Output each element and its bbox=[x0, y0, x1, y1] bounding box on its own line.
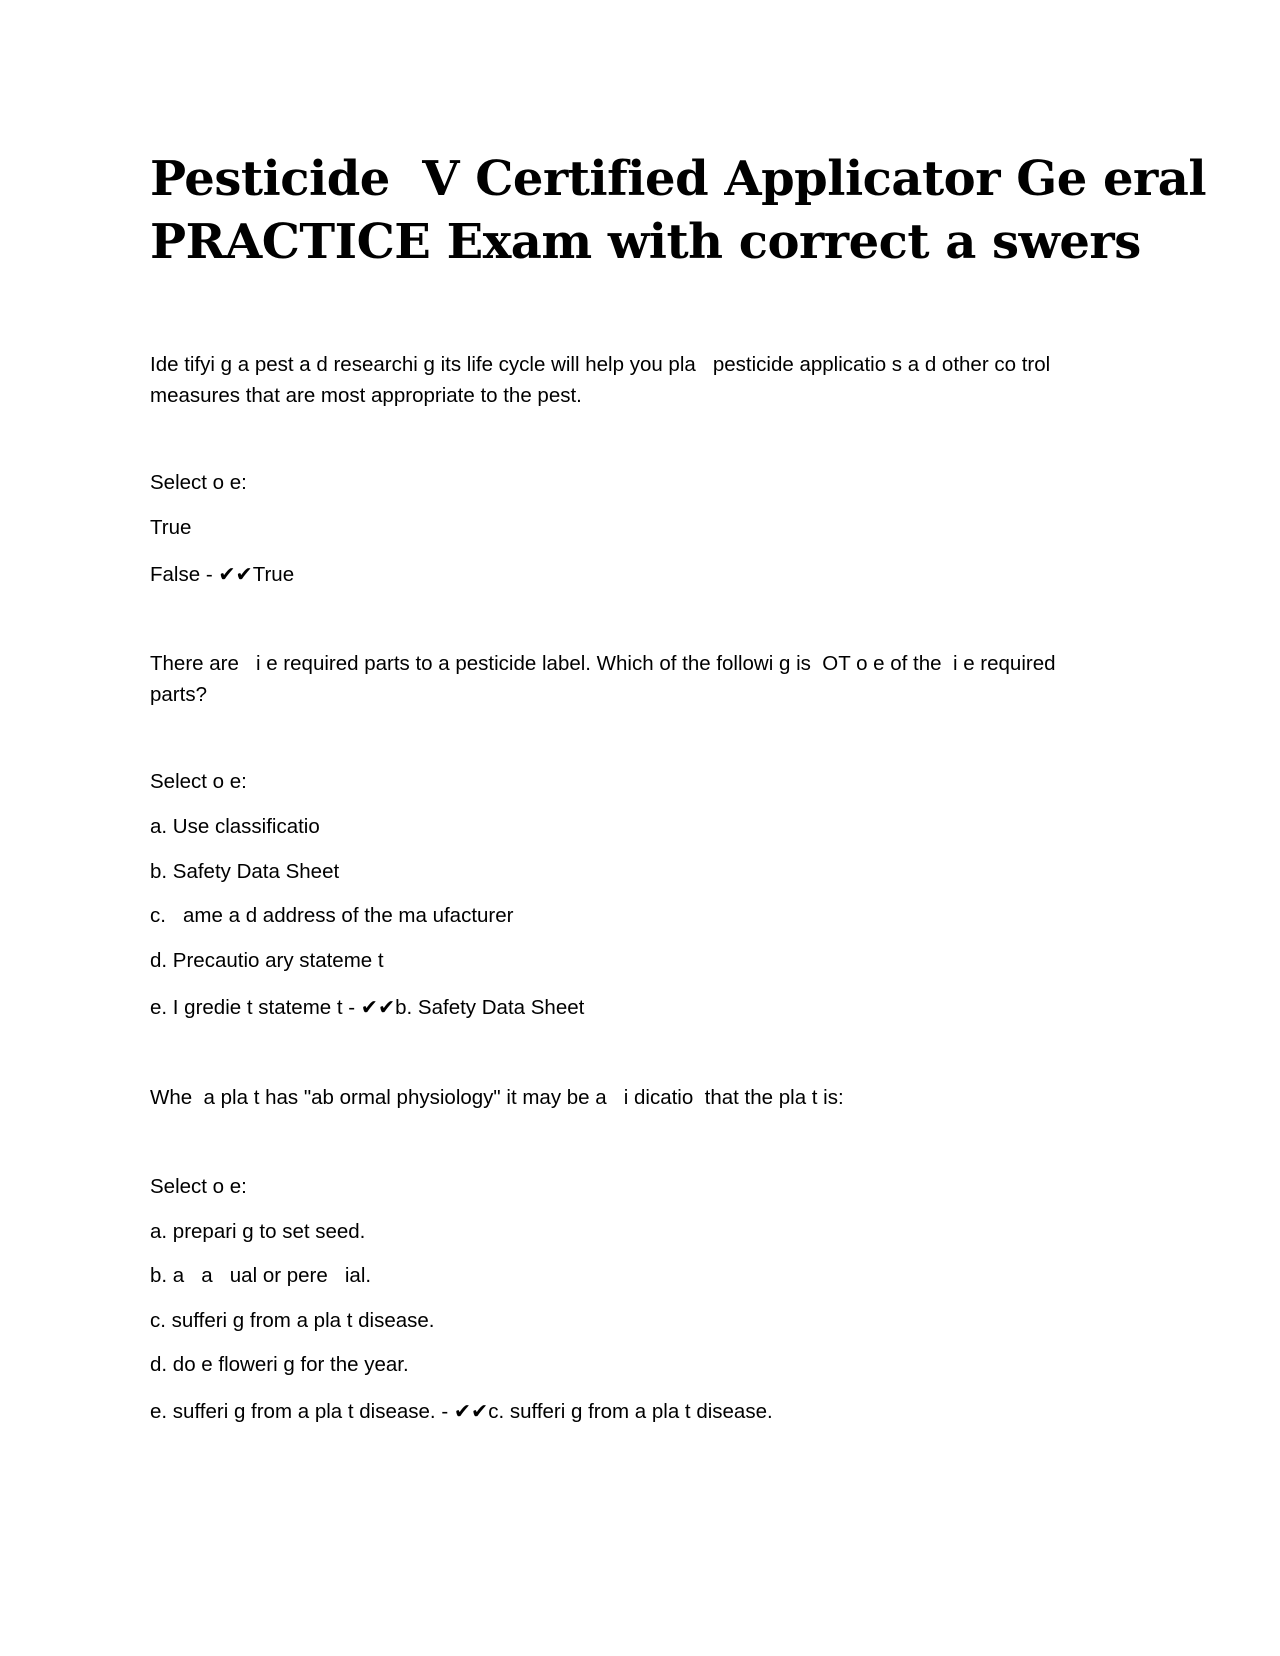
question-2-prompt-line-1: There are i e required parts to a pesticide label. Which of the followi g is OT o e of the i e required bbox=[150, 652, 1056, 675]
question-2-option-c: c. ame a d address of the ma ufacturer bbox=[150, 904, 514, 927]
question-2-select-label: Select o e: bbox=[150, 770, 247, 793]
question-1-option-a: True bbox=[150, 516, 192, 539]
title-line-1: Pesticide V Certified Applicator Ge eral bbox=[150, 151, 1207, 207]
title-line-2: PRACTICE Exam with correct a swers bbox=[150, 214, 1141, 270]
question-2-prompt bbox=[150, 648, 1130, 710]
question-1-prompt bbox=[150, 349, 1130, 411]
question-2-prompt-line-2: parts? bbox=[150, 683, 207, 706]
question-3-option-b: b. a a ual or pere ial. bbox=[150, 1264, 372, 1287]
document-title bbox=[150, 148, 1207, 274]
question-3-option-e: e. sufferi g from a pla t disease. - ✔✔c. sufferi g from a pla t disease. bbox=[150, 1400, 773, 1423]
question-3-select-label: Select o e: bbox=[150, 1175, 247, 1198]
question-1-prompt-line-2: measures that are most appropriate to the pest. bbox=[150, 384, 582, 407]
question-2-option-d: d. Precautio ary stateme t bbox=[150, 949, 384, 972]
question-3-option-c: c. sufferi g from a pla t disease. bbox=[150, 1309, 435, 1332]
question-2-option-e: e. I gredie t stateme t - ✔✔b. Safety Data Sheet bbox=[150, 996, 585, 1019]
question-3-option-d: d. do e floweri g for the year. bbox=[150, 1353, 409, 1376]
question-2-option-a: a. Use classificatio bbox=[150, 815, 320, 838]
question-1-option-b: False - ✔✔True bbox=[150, 563, 295, 586]
question-2-option-b: b. Safety Data Sheet bbox=[150, 860, 340, 883]
question-1-prompt-line-1: Ide tifyi g a pest a d researchi g its life cycle will help you pla pesticide applicatio s a d other co trol bbox=[150, 353, 1051, 376]
question-1-select-label: Select o e: bbox=[150, 471, 247, 494]
question-3-prompt: Whe a pla t has "ab ormal physiology" it may be a i dicatio that the pla t is: bbox=[150, 1086, 844, 1109]
question-3-option-a: a. prepari g to set seed. bbox=[150, 1220, 366, 1243]
